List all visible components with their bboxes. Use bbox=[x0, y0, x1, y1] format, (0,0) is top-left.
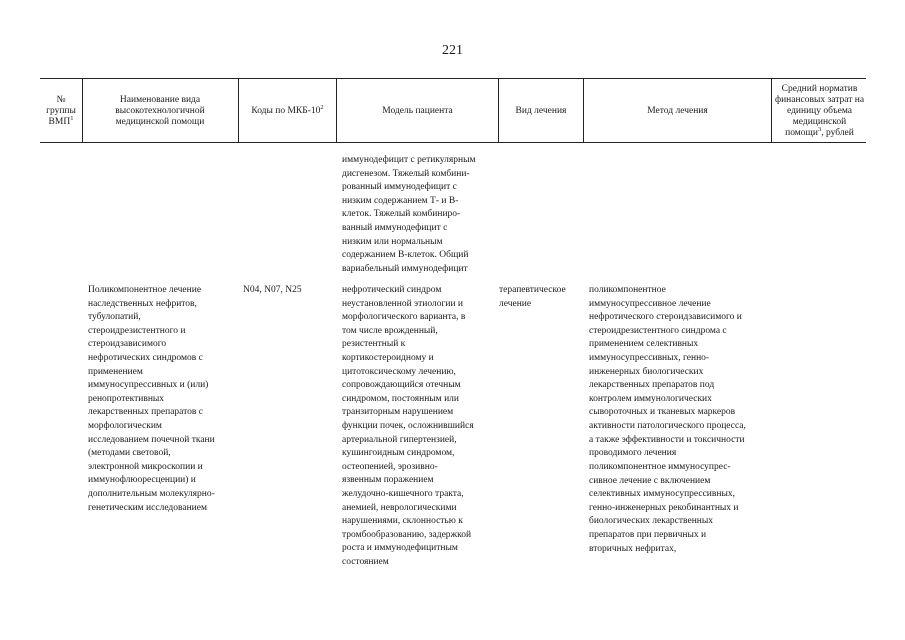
table-header-rule bbox=[40, 142, 866, 143]
header-icd-codes bbox=[240, 80, 335, 142]
row-treatment-method-1: поликомпонентное иммуносупрессивное лечение нефротического стероидзависимого и стероидрезистентного синдрома с применением селективных иммуносупрессивных, генно- инженерных биологических лекарственных препаратов под контролем иммунологических сывороточных и тканевых маркеров активности патологического процесса, а также эффективности и токсичности проводимого лечения bbox=[589, 285, 746, 459]
footnote-marker: 3 bbox=[817, 125, 822, 133]
column-divider bbox=[771, 78, 772, 143]
row-icd-codes: N04, N07, N25 bbox=[243, 285, 302, 295]
row-care-type-name: Поликомпонентное лечение наследственных нефритов, тубулопатий, стероидрезистентного и стероидзависимого нефротических синдромов с применением иммуносупрессивных и (или) ренопротективных лекарственных препаратов с морфологическим исследованием почечной ткани (методами световой, электронной микроскопии и иммунофлюоресценции) и дополнительным молекулярно- генетическим исследованием bbox=[88, 285, 215, 513]
header-cost-standard-text: Средний норматив финансовых затрат на единицу объема медицинской помощи bbox=[774, 83, 865, 138]
row-treatment-method-2: поликомпонентное иммуносупрес- сивное лечение с включением селективных иммуносупрессивных, генно-инженерных рекобинантных и биологических лекарственных препаратов при первичных и вторичных нефритах, bbox=[589, 462, 739, 554]
column-divider bbox=[238, 78, 239, 143]
page-number: 221 bbox=[442, 43, 463, 58]
row-treatment-type: терапевтическое лечение bbox=[499, 285, 566, 309]
column-divider bbox=[82, 78, 83, 143]
header-group-number bbox=[41, 80, 81, 142]
header-patient-model: Модель пациента bbox=[382, 105, 453, 116]
header-cost-standard bbox=[773, 80, 866, 142]
header-group-number-text: № группы ВМП bbox=[46, 94, 76, 127]
row-patient-model: нефротический синдром неустановленной этиологии и морфологического варианта, в том числе врожденный, резистентный к кортикостероидному и цитотоксическому лечению, сопровождающийся отечным синдромом, постоянным или транзиторным нарушением функции почек, осложнившийся артериальной гипертензией, кушингоидным синдромом, остеопенией, эрозивно- язвенным поражением желудочно-кишечного тракта, анемией, неврологическими нарушениями, склонностью к тромбообразованию, задержкой роста и иммунодефицитным состоянием bbox=[342, 285, 474, 567]
column-divider bbox=[336, 78, 337, 143]
continuation-patient-model: иммунодефицит с ретикулярным дисгенезом. Тяжелый комбини- рованный иммунодефицит с низким содержанием Т- и В- клеток. Тяжелый комбиниро- ванный иммунодефицит с низким или нормальным содержанием В-клеток. Общий вариабельный иммунодефицит bbox=[342, 155, 476, 274]
column-divider bbox=[583, 78, 584, 143]
footnote-marker: 1 bbox=[70, 114, 74, 122]
header-treatment-method: Метод лечения bbox=[647, 105, 708, 116]
footnote-marker: 2 bbox=[320, 103, 324, 111]
header-icd-codes-text: Коды по МКБ-10 bbox=[251, 105, 321, 116]
column-divider bbox=[498, 78, 499, 143]
table-top-rule bbox=[40, 78, 866, 79]
header-care-type: Наименование вида высокотехнологичной медицинской помощи bbox=[115, 94, 205, 127]
header-cost-standard-tail: , рублей bbox=[821, 127, 854, 138]
header-treatment-type: Вид лечения bbox=[515, 105, 567, 116]
